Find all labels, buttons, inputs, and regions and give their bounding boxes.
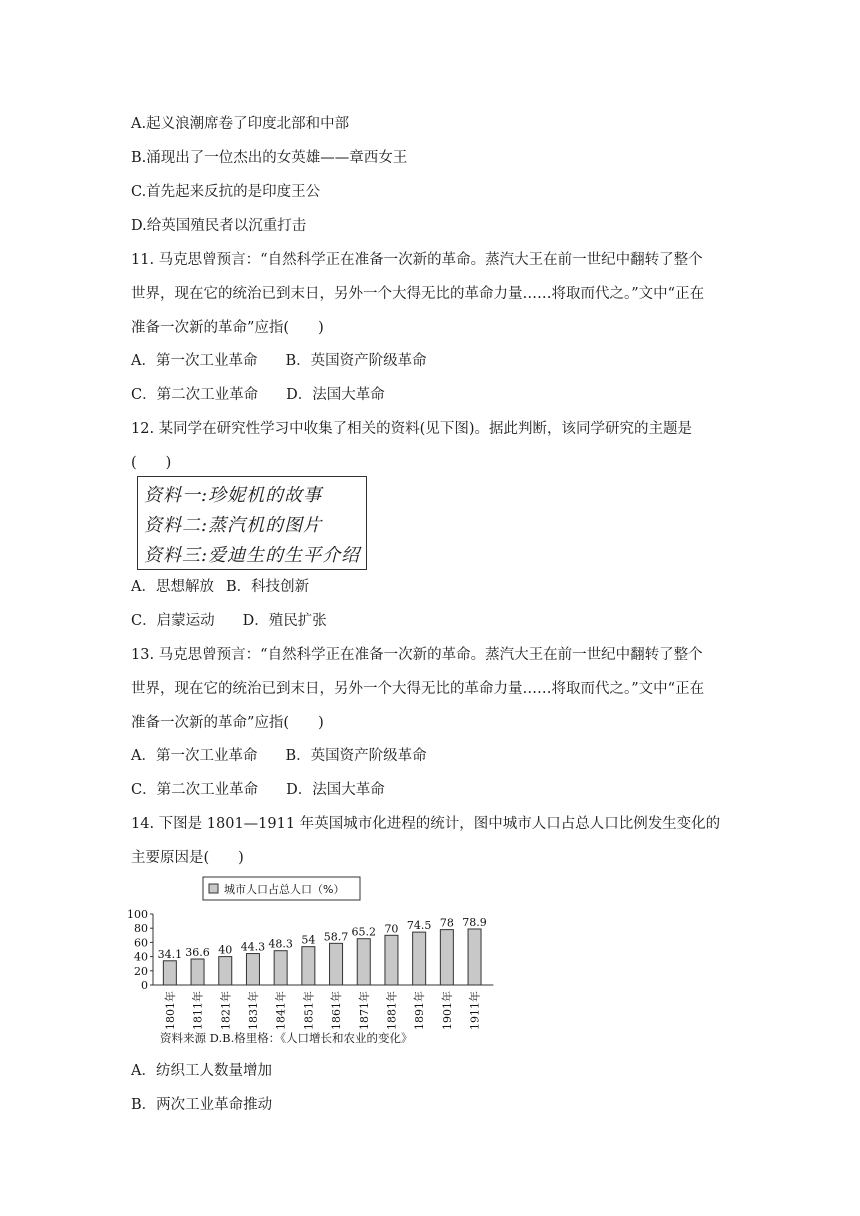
q12-material-3: 资料三:爱迪生的生平介绍: [144, 545, 361, 566]
q13-stem-line-2: 世界，现在它的统治已到末日，另外一个大得无比的革命力量……将取而代之。”文中“正在: [131, 681, 705, 697]
x-tick-label: 1821年: [219, 991, 233, 1030]
bar-value-label: 40: [218, 943, 233, 957]
y-tick-label: 20: [134, 964, 148, 978]
x-tick-label: 1871年: [357, 991, 371, 1030]
q13-option-d: D．法国大革命: [286, 782, 385, 798]
bar-value-label: 44.3: [240, 940, 266, 954]
q12-option-d: D．殖民扩张: [242, 613, 327, 629]
x-tick-label: 1841年: [274, 991, 288, 1030]
bar: [440, 930, 453, 985]
q11-option-c: C．第二次工业革命: [131, 387, 259, 403]
bar: [191, 959, 204, 985]
bar-value-label: 54: [301, 933, 316, 947]
q11-option-a: A．第一次工业革命: [131, 353, 258, 369]
urbanization-bar-chart: [125, 872, 495, 1032]
bar-value-label: 65.2: [351, 925, 376, 939]
bar-value-label: 48.3: [268, 937, 293, 951]
q11-option-d: D．法国大革命: [286, 387, 385, 403]
q14-stem-line-1: 14. 下图是 1801—1911 年英国城市化进程的统计，图中城市人口占总人口比例发生变化的: [131, 816, 721, 832]
q12-option-a: A．思想解放: [131, 579, 214, 595]
q14-option-b: B．两次工业革命推动: [131, 1097, 273, 1113]
q14-option-a: A．纺织工人数量增加: [131, 1063, 272, 1079]
bar: [274, 951, 287, 985]
x-tick-label: 1911年: [468, 991, 482, 1030]
x-tick-label: 1881年: [385, 991, 399, 1030]
q10-option-d: D.给英国殖民者以沉重打击: [131, 218, 307, 234]
bar-value-label: 78: [439, 916, 454, 930]
q13-option-a: A．第一次工业革命: [131, 748, 258, 764]
y-tick-label: 0: [141, 979, 148, 992]
x-tick-label: 1811年: [191, 991, 205, 1030]
y-tick-label: 40: [134, 950, 148, 964]
x-tick-label: 1801年: [163, 991, 177, 1030]
chart-source: 资料来源 D.B.格里格：《人口增长和农业的变化》: [160, 1031, 413, 1045]
q12-stem-line-2: ( ): [131, 455, 172, 471]
q12-material-2: 资料二:蒸汽机的图片: [144, 515, 323, 536]
q10-option-a: A.起义浪潮席卷了印度北部和中部: [131, 116, 350, 132]
q10-option-c: C.首先起来反抗的是印度王公: [131, 184, 321, 200]
legend-swatch: [209, 884, 218, 893]
y-tick-label: 100: [127, 908, 148, 921]
bar-value-label: 70: [384, 922, 399, 936]
q12-option-c: C．启蒙运动: [131, 613, 215, 629]
q12-stem-line-1: 12. 某同学在研究性学习中收集了相关的资料(见下图)。据此判断，该同学研究的主题是: [131, 421, 692, 437]
bar-value-label: 36.6: [185, 946, 210, 960]
q11-option-b: B．英国资产阶级革命: [285, 353, 427, 369]
q12-material-1: 资料一:珍妮机的故事: [144, 485, 323, 506]
bar: [163, 961, 176, 985]
legend-label: 城市人口占总人口（%）: [224, 883, 345, 896]
q13-stem-line-1: 13. 马克思曾预言：“自然科学正在准备一次新的革命。蒸汽大王在前一世纪中翻转了整个: [131, 647, 703, 663]
bar: [357, 939, 370, 985]
bar-value-label: 58.7: [323, 930, 349, 944]
x-tick-label: 1901年: [440, 991, 454, 1030]
bar: [246, 954, 259, 985]
x-tick-label: 1891年: [413, 991, 427, 1030]
x-tick-label: 1831年: [246, 991, 260, 1030]
bar: [385, 935, 398, 985]
x-tick-label: 1861年: [330, 991, 344, 1030]
bar-value-label: 78.9: [462, 915, 487, 929]
q14-stem-line-2: 主要原因是( ): [131, 850, 244, 866]
bar-value-label: 74.5: [406, 919, 432, 933]
bar-value-label: 34.1: [157, 947, 183, 961]
q11-stem-line-3: 准备一次新的革命”应指( ): [131, 320, 324, 336]
q11-stem-line-1: 11. 马克思曾预言：“自然科学正在准备一次新的革命。蒸汽大王在前一世纪中翻转了整个: [131, 252, 703, 268]
bar: [219, 957, 232, 985]
bar: [413, 932, 426, 985]
q12-options-row-2: [131, 609, 327, 630]
q11-stem-line-2: 世界，现在它的统治已到末日，另外一个大得无比的革命力量……将取而代之。”文中“正在: [131, 286, 705, 302]
q10-option-b: B.涌现出了一位杰出的女英雄——章西女王: [131, 150, 408, 166]
bar: [302, 947, 315, 985]
q11-options-row-2: [131, 383, 385, 404]
y-tick-label: 80: [134, 922, 148, 936]
q12-material-box: [137, 476, 367, 570]
q13-option-c: C．第二次工业革命: [131, 782, 259, 798]
q12-option-b: B．科技创新: [225, 579, 310, 595]
q13-option-b: B．英国资产阶级革命: [285, 748, 427, 764]
y-tick-label: 60: [134, 936, 148, 950]
bar: [330, 943, 343, 985]
q11-options-row-1: [131, 349, 427, 370]
q12-options-row-1: [131, 575, 309, 596]
q13-options-row-1: [131, 744, 427, 765]
bar: [468, 929, 481, 985]
q13-options-row-2: [131, 778, 385, 799]
x-tick-label: 1851年: [302, 991, 316, 1030]
q13-stem-line-3: 准备一次新的革命”应指( ): [131, 715, 324, 731]
